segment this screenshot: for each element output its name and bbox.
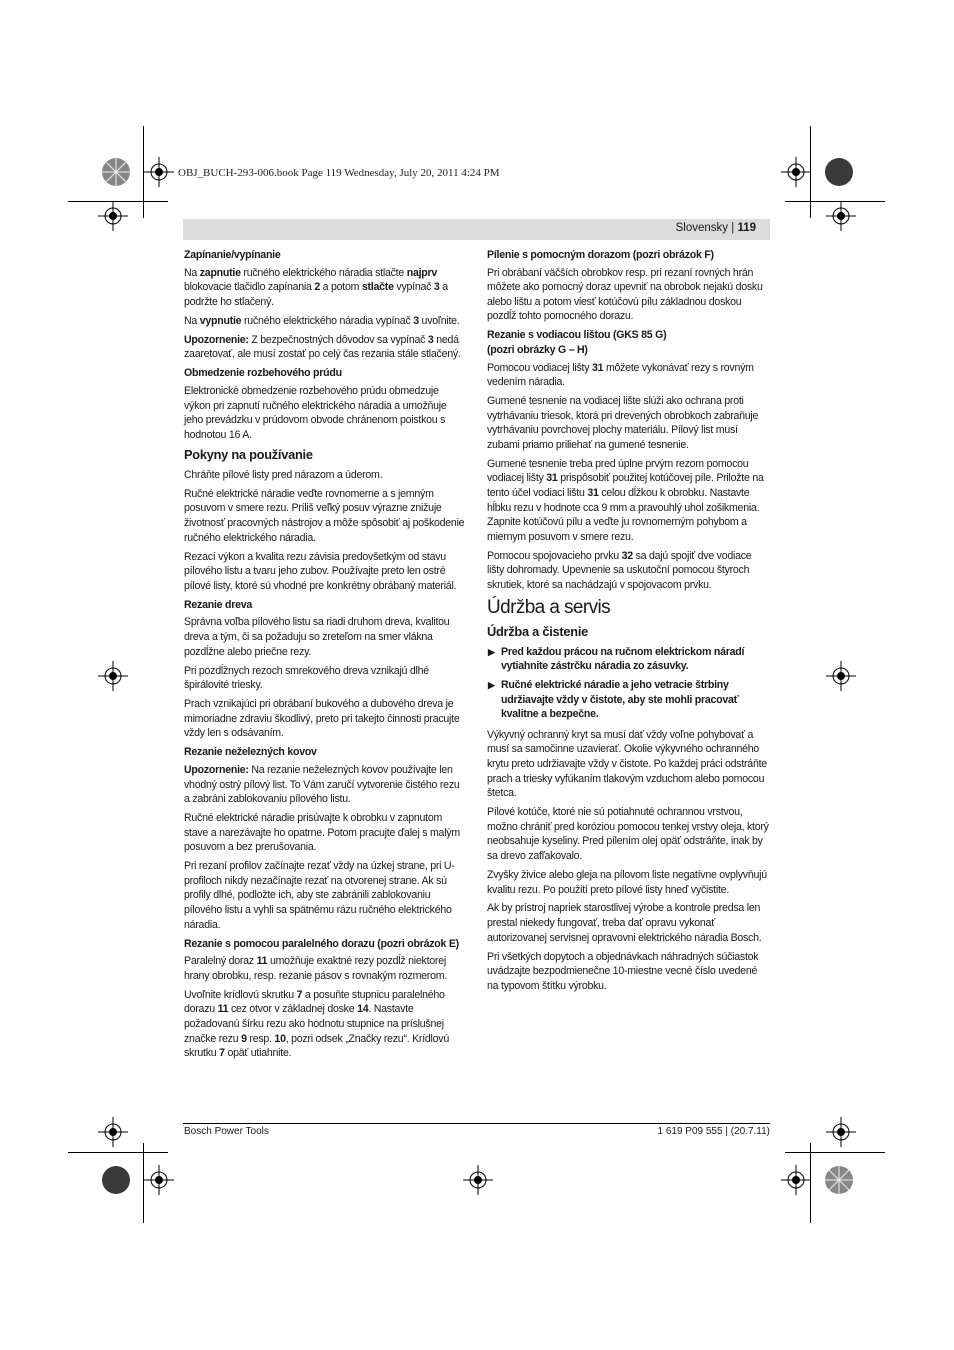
section-heading: Rezanie neželezných kovov	[184, 746, 317, 759]
paragraph: Prach vznikajúci pri obrábaní bukového a dubového dreva je mimoriadne zdraviu škodlivý, preto pri takejto činnosti pracujte vždy len s odsávaním.	[184, 698, 460, 740]
footer-rule	[183, 1123, 770, 1124]
section-heading: Rezanie s vodiacou lištou (GKS 85 G)	[487, 329, 667, 342]
list-item: ▶ Ručné elektrické náradie a jeho vetracie štrbiny udržiavajte vždy v čistote, aby ste mohli pracovať kvalitne a bezpečne.	[488, 679, 739, 721]
paragraph: Elektronické obmedzenie rozbehového prúdu obmedzuje výkon pri zapnutí ručného elektrického náradia a umožňuje jeho prevádzku v prúdovom obvode chránenom poistkou s hodnotou 16 A.	[184, 384, 447, 441]
color-dot-icon	[101, 1165, 131, 1195]
page-header	[183, 219, 770, 240]
registration-mark-icon	[144, 157, 174, 187]
paragraph: Gumené tesnenie na vodiacej lište slúži ako ochrana proti vytrhávaniu triesok, ktorá pri drevených obrobkoch zabraňuje vytrhávaniu povrchovej plochy materiálu. Pílový list musí zubami priamo priliehať na gumené tesnenie.	[487, 395, 759, 451]
paragraph: Pomocou vodiacej lišty 31 môžete vykonávať rezy s rovným vedením náradia.	[487, 361, 754, 389]
registration-mark-icon	[463, 1165, 493, 1195]
section-heading: Údržba a čistenie	[487, 624, 589, 640]
paragraph: Zvyšky živice alebo gleja na pílovom liste negatívne ovplyvňujú kvalitu rezu. Po použití preto pílové listy hneď vyčistite.	[487, 868, 767, 896]
crop-mark	[785, 1152, 885, 1153]
paragraph: Pri všetkých dopytoch a objednávkach náhradných súčiastok uvádzajte bezpodmienečne 10-miestne vecné číslo uvedené na typovom štítku výrobku.	[487, 950, 759, 992]
triangle-bullet-icon: ▶	[488, 680, 495, 690]
section-heading: Rezanie s pomocou paralelného dorazu (pozri obrázok E)	[184, 937, 459, 950]
paragraph: Pílové kotúče, ktoré nie sú potiahnuté ochrannou vrstvou, možno chrániť pred koróziou pomocou tenkej vrstvy oleja, ktorý neobsahuje kyseliny. Pred pílením olej opäť odstráňte, inak by sa drevo zafľakovalo.	[487, 806, 769, 862]
paragraph: Pri pozdĺžnych rezoch smrekového dreva vznikajú dlhé špirálovité triesky.	[184, 664, 429, 692]
registration-mark-icon	[826, 1117, 856, 1147]
header-text: Slovensky | 119	[675, 222, 756, 234]
registration-mark-icon	[826, 661, 856, 691]
registration-mark-icon	[781, 157, 811, 187]
registration-mark-icon	[98, 201, 128, 231]
file-info-line: OBJ_BUCH-293-006.book Page 119 Wednesday, July 20, 2011 4:24 PM	[178, 167, 500, 179]
page-number: 119	[737, 222, 756, 234]
list-item: ▶ Pred každou prácou na ručnom elektrickom náradí vytiahnite zástrčku náradia zo zásuvky.	[488, 645, 745, 673]
chapter-title: Údržba a servis	[487, 596, 610, 618]
paragraph: Chráňte pílové listy pred nárazom a úderom.	[184, 468, 383, 481]
paragraph: Pri rezaní profilov začínajte rezať vždy na úzkej strane, pri U-profiloch nikdy nezačínajte rezať na otvorenej strane. Ak sú profily dlhé, podložte ich, aby ste zabránili zablokovaniu pílového listu a vyhli sa spätnému rázu ručného elektrického náradia.	[184, 860, 455, 931]
registration-mark-icon	[98, 661, 128, 691]
paragraph: Na vypnutie ručného elektrického náradia vypínač 3 uvoľnite.	[184, 314, 460, 327]
paragraph: Výkyvný ochranný kryt sa musí dať vždy voľne pohybovať a musí sa samočinne uzavierať. Okolie výkyvného ochranného krytu preto udržiavajte vždy v čistote. Po každej práci odstráňte prach a triesky vyfúkaním tlakovým vzduchom alebo pomocou štetca.	[487, 728, 767, 800]
footer-doc-number: 1 619 P09 555 | (20.7.11)	[657, 1126, 770, 1137]
registration-mark-icon	[826, 201, 856, 231]
paragraph: Ručné elektrické náradie veďte rovnomerne a s jemným posuvom v smere rezu. Príliš veľký posuv výrazne znižuje životnosť pracovných nástrojov a môže spôsobiť aj poškodenie ručného elektrického náradia.	[184, 487, 465, 544]
section-heading: Pokyny na používanie	[184, 447, 313, 463]
paragraph: Správna voľba pílového listu sa riadi druhom dreva, kvalitou dreva a tým, či sa požaduju so zreteľom na smer vlákna pozdĺžne alebo priečne rezy.	[184, 616, 450, 658]
paragraph: Rezací výkon a kvalita rezu závisia predovšetkým od stavu pílového listu a tvaru jeho zubov. Používajte preto len ostré pílové listy, ktoré sú vhodné pre konkrétny obrábaný materiál.	[184, 550, 457, 592]
section-heading: Obmedzenie rozbehového prúdu	[184, 367, 342, 380]
paragraph: Gumené tesnenie treba pred úplne prvým rezom pomocou vodiacej lišty 31 prispôsobiť použitej kotúčovej píle. Priložte na tento účel vodiaci lištu 31 celou dĺžkou k obrobku. Nastavte hĺbku rezu v hodnote cca 9 mm a pravouhlý uhol zošikmenia. Zapnite kotúčovú pílu a veďte ju rovnomerným pohybom a miernym posuvom v smere rezu.	[487, 457, 764, 543]
paragraph: Ak by prístroj napriek starostlivej výrobe a kontrole predsa len prestal niekedy fungovať, treba dať opravu vykonať autorizovanej servisnej opravovni elektrického náradia Bosch.	[487, 902, 762, 944]
registration-mark-icon	[98, 1117, 128, 1147]
starburst-mark-icon	[824, 1165, 854, 1195]
registration-mark-icon	[781, 1165, 811, 1195]
paragraph: Upozornenie: Z bezpečnostných dôvodov sa vypínač 3 nedá zaaretovať, ale musí zostať po celý čas rezania stále stlačený.	[184, 333, 461, 361]
footer-brand: Bosch Power Tools	[184, 1126, 269, 1137]
crop-mark	[68, 1152, 168, 1153]
paragraph: Upozornenie: Na rezanie neželezných kovov používajte len vhodný ostrý pílový list. To Vám zaručí vytvorenie čistého rezu a zabráni zablokovaniu pílového listu.	[184, 763, 460, 806]
registration-mark-icon	[144, 1165, 174, 1195]
starburst-mark-icon	[101, 157, 131, 187]
paragraph: Pomocou spojovacieho prvku 32 sa dajú spojiť dve vodiace lišty dohromady. Upevnenie sa uskutoční pomocou štyroch skrutiek, ktoré sa nachádzajú v spojovacom prvku.	[487, 549, 752, 592]
paragraph: Uvoľnite krídlovú skrutku 7 a posuňte stupnicu paralelného dorazu 11 cez otvor v základnej doske 14. Nastavte požadovanú šírku rezu ako hodnotu stupnice na príslušnej značke rezu 9 resp. 10, pozri odsek „Značky rezu“. Krídlovú skrutku 7 opäť utiahnite.	[184, 988, 449, 1060]
section-heading: Pílenie s pomocným dorazom (pozri obrázok F)	[487, 249, 714, 261]
section-heading: (pozri obrázky G – H)	[487, 343, 588, 356]
header-language: Slovensky	[675, 222, 729, 234]
triangle-bullet-icon: ▶	[488, 646, 495, 657]
color-dot-icon	[824, 157, 854, 187]
paragraph: Na zapnutie ručného elektrického náradia stlačte najprv blokovacie tlačidlo zapínania 2 a potom stlačte vypínač 3 a podržte ho stlačený.	[184, 266, 448, 308]
paragraph: Ručné elektrické náradie prisúvajte k obrobku v zapnutom stave a narezávajte ho opatrne. Potom pracujte ďalej s malým posuvom a bez prerušovania.	[184, 812, 460, 854]
section-heading: Zapínanie/vypínanie	[184, 249, 281, 261]
left-column	[184, 248, 467, 1065]
paragraph: Paralelný doraz 11 umožňuje exaktné rezy pozdĺž niektorej hrany obrobku, resp. rezanie pásov s rovnakým rozmerom.	[184, 955, 447, 982]
paragraph: Pri obrábaní väčších obrobkov resp. pri rezaní rovných hrán môžete ako pomocný doraz upevniť na obrobok nejakú dosku alebo lištu a potom viesť kotúčovú pílu základnou doskou pozdĺž tohto pomocného dorazu.	[487, 266, 763, 323]
right-column	[487, 248, 770, 998]
section-heading: Rezanie dreva	[184, 598, 252, 611]
